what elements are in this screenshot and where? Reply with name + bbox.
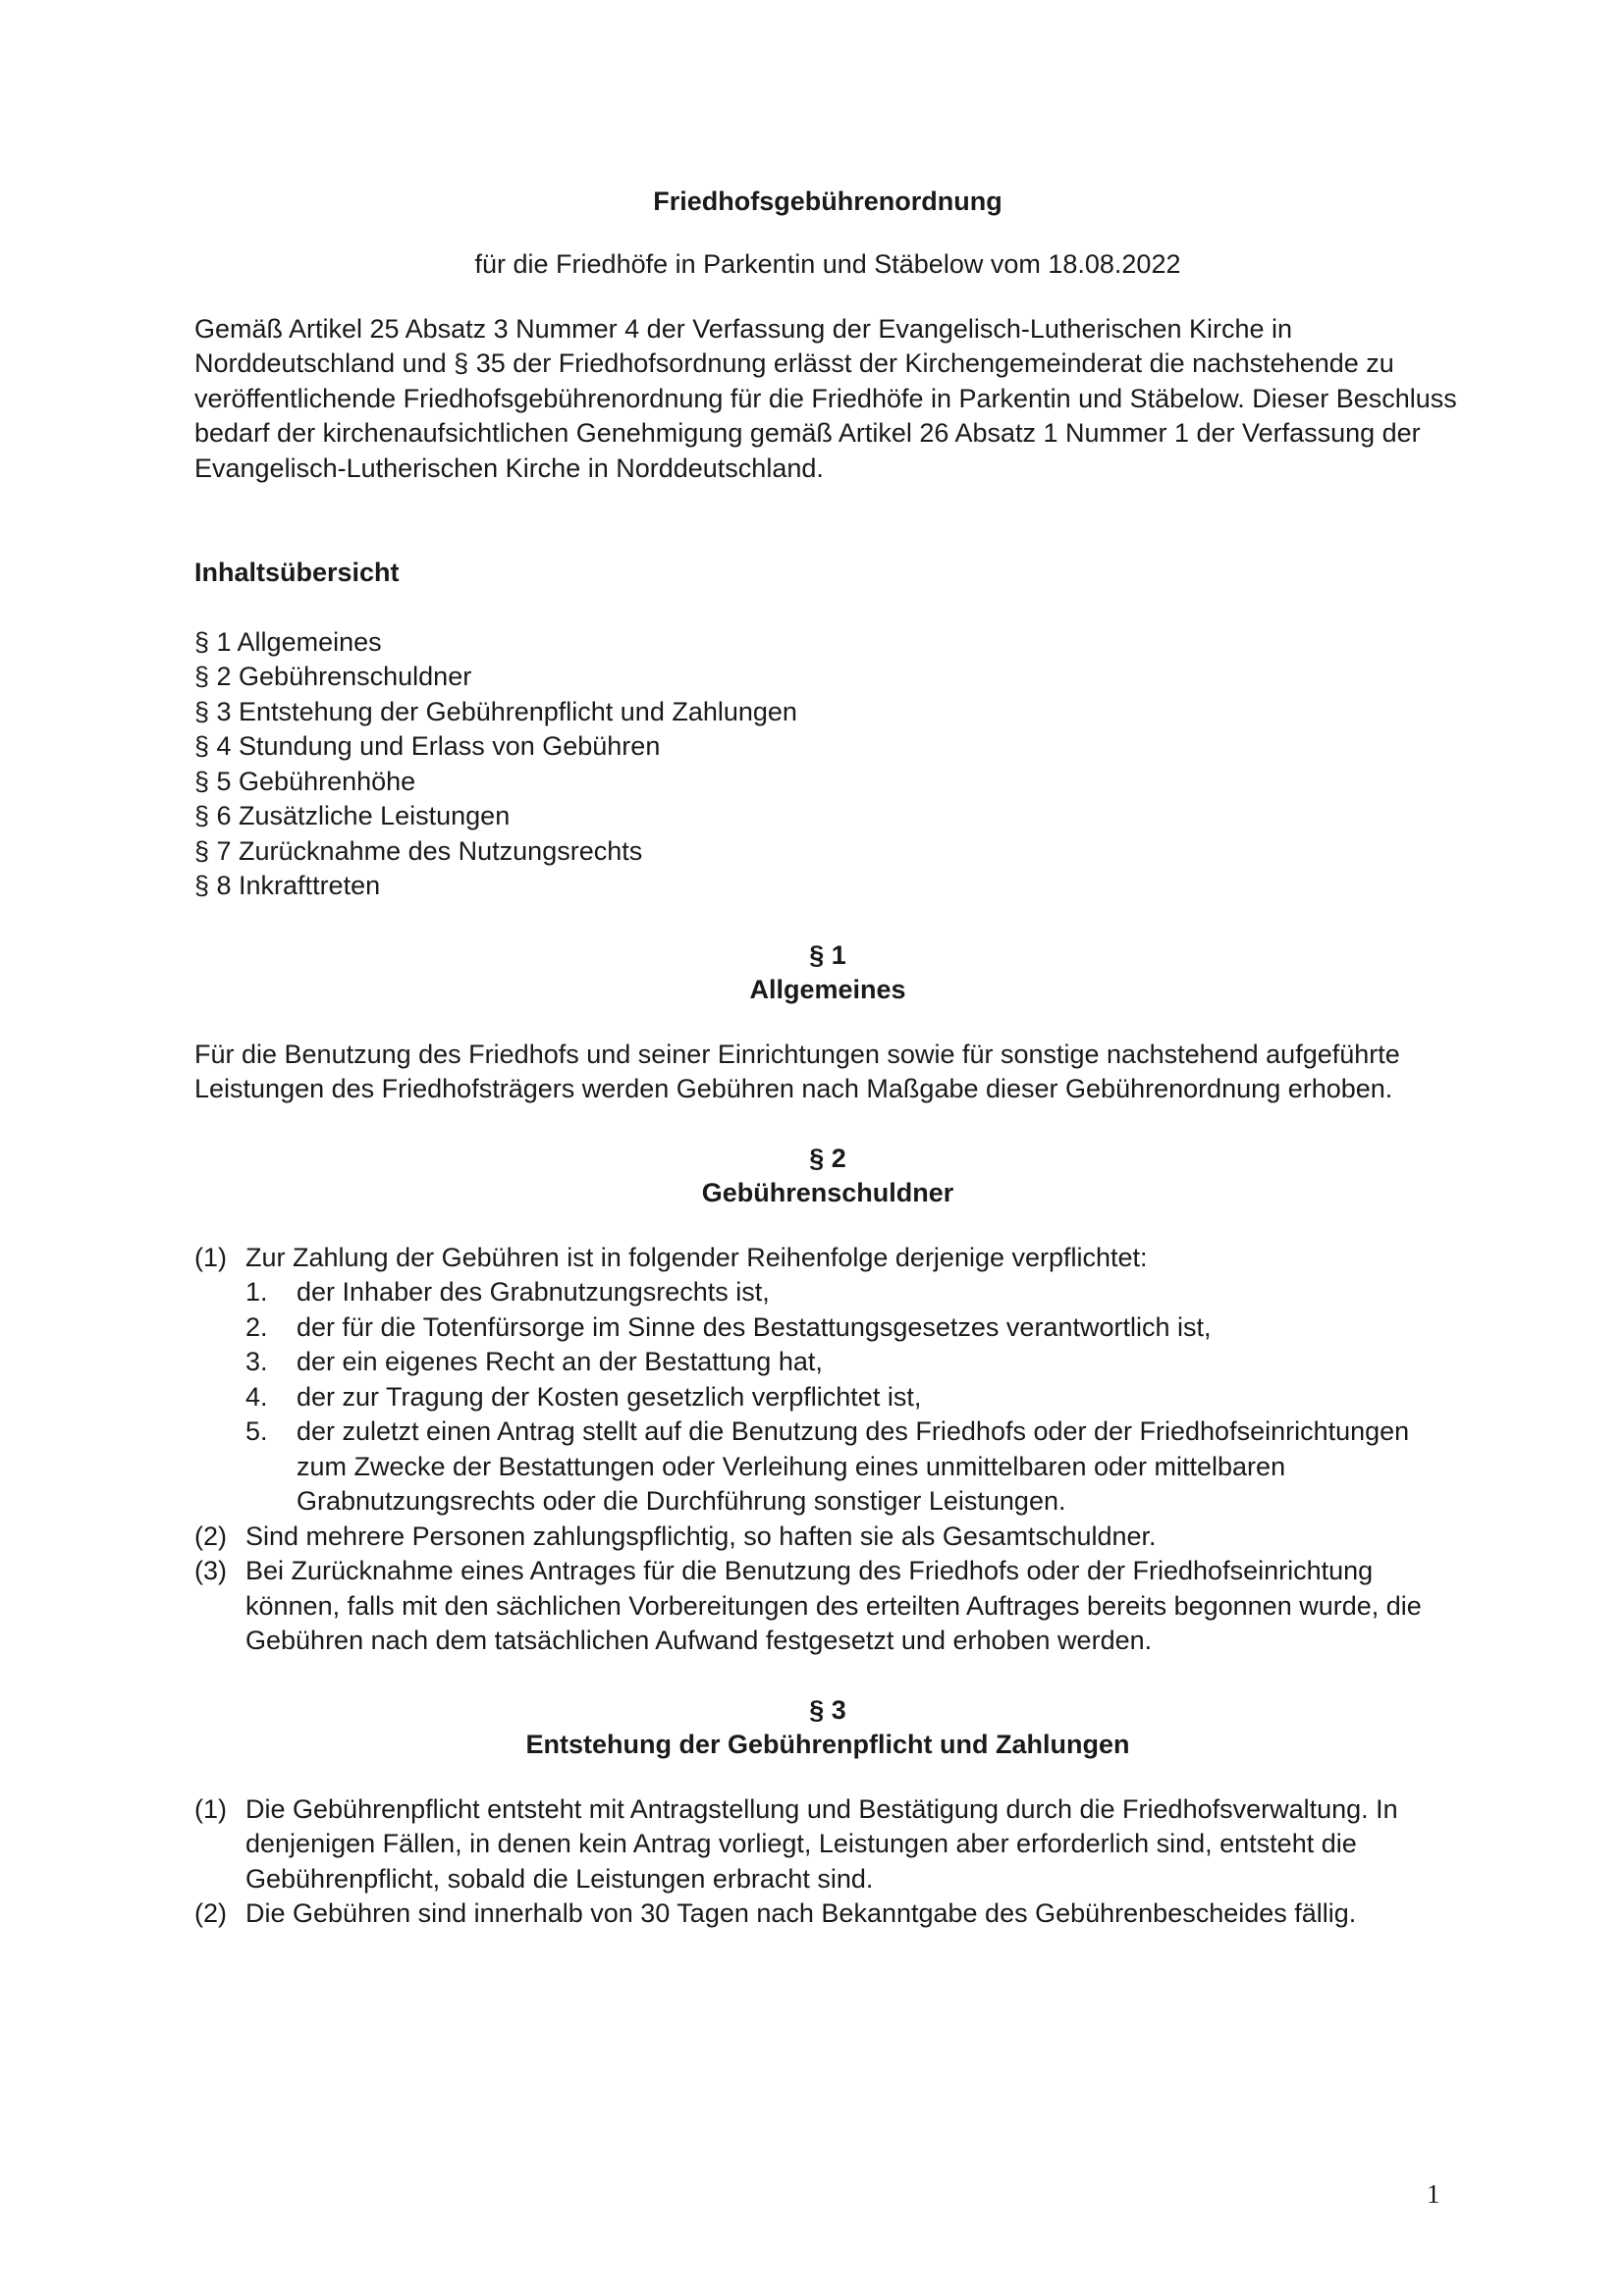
list-item-number: 4.: [245, 1381, 268, 1412]
paragraph-number: (1): [194, 1793, 227, 1824]
table-of-contents: [194, 625, 1461, 904]
section-1: [194, 938, 1461, 1107]
section-body: Für die Benutzung des Friedhofs und seiner Einrichtungen sowie für sonstige nachstehend aufgeführte Leistungen des Friedhofsträgers werden Gebühren nach Maßgabe dieser Gebührenordnung erhoben.: [194, 1039, 1400, 1103]
list-item-text: der für die Totenfürsorge im Sinne des Bestattungsgesetzes verantwortlich ist,: [297, 1311, 1212, 1342]
list-item: [245, 1310, 1461, 1346]
toc-item: § 7 Zurücknahme des Nutzungsrechts: [194, 835, 643, 866]
list-item-text: der zuletzt einen Antrag stellt auf die Benutzung des Friedhofs oder der Friedhofseinrichtungen zum Zwecke der Bestattungen oder Verleihung eines unmittelbaren oder mittelbaren Grabnutzungsrechts oder die Durchführung sonstiger Leistungen.: [297, 1416, 1410, 1516]
paragraph-text: Die Gebühren sind innerhalb von 30 Tagen nach Bekanntgabe des Gebührenbescheides fällig.: [245, 1898, 1357, 1928]
paragraph-text: Die Gebührenpflicht entsteht mit Antragstellung und Bestätigung durch die Friedhofsverwaltung. In denjenigen Fällen, in denen kein Antrag vorliegt, Leistungen aber erforderlich sind, entsteht die Gebührenpflicht, sobald die Leistungen erbracht sind.: [245, 1793, 1398, 1894]
page-number: 1: [1427, 2179, 1440, 2209]
section-3: [194, 1693, 1461, 1932]
toc-item: § 2 Gebührenschuldner: [194, 662, 472, 691]
paragraph-number: (2): [194, 1521, 227, 1551]
paragraph-number: (2): [194, 1898, 227, 1928]
enumerated-list: [245, 1275, 1461, 1520]
list-item-text: der zur Tragung der Kosten gesetzlich verpflichtet ist,: [297, 1381, 922, 1412]
list-item-text: der Inhaber des Grabnutzungsrechts ist,: [297, 1277, 770, 1307]
paragraph: [194, 1520, 1461, 1555]
section-number: § 2: [809, 1143, 846, 1173]
section-number: § 3: [809, 1694, 846, 1725]
paragraph-number: (3): [194, 1556, 227, 1585]
intro-paragraph: Gemäß Artikel 25 Absatz 3 Nummer 4 der Verfassung der Evangelisch-Lutherischen Kirche in Norddeutschland und § 35 der Friedhofsordnung erlässt der Kirchengemeinderat die nachstehende zu veröffentlichende Friedhofsgebührenordnung für die Friedhöfe in Parkentin und Stäbelow. Dieser Beschluss bedarf der kirchenaufsichtlichen Genehmigung gemäß Artikel 26 Absatz 1 Nummer 1 der Verfassung der Evangelisch-Lutherischen Kirche in Norddeutschland.: [194, 313, 1457, 483]
section-title: Allgemeines: [749, 975, 906, 1004]
list-item-text: der ein eigenes Recht an der Bestattung hat,: [297, 1347, 823, 1376]
list-item: [245, 1345, 1461, 1380]
paragraph-number: (1): [194, 1242, 227, 1272]
list-item-number: 2.: [245, 1311, 268, 1342]
toc-item: § 1 Allgemeines: [194, 626, 382, 657]
document-title: Friedhofsgebührenordnung: [653, 187, 1002, 216]
paragraph: [194, 1554, 1461, 1659]
toc-heading: Inhaltsübersicht: [194, 558, 400, 587]
paragraph: [194, 1241, 1461, 1520]
paragraph-text: Zur Zahlung der Gebühren ist in folgender Reihenfolge derjenige verpflichtet:: [245, 1242, 1148, 1272]
section-2: [194, 1142, 1461, 1659]
list-item-number: 5.: [245, 1416, 268, 1446]
toc-item: § 4 Stundung und Erlass von Gebühren: [194, 731, 661, 761]
list-item: [245, 1415, 1461, 1520]
paragraph-text: Bei Zurücknahme eines Antrages für die Benutzung des Friedhofs oder der Friedhofseinrichtung können, falls mit den sächlichen Vorbereitungen des erteilten Auftrages bereits begonnen wurde, die Gebühren nach dem tatsächlichen Aufwand festgesetzt und erhoben werden.: [245, 1556, 1422, 1655]
toc-item: § 6 Zusätzliche Leistungen: [194, 801, 511, 830]
paragraph: [194, 1792, 1461, 1897]
section-title: Entstehung der Gebührenpflicht und Zahlungen: [525, 1730, 1130, 1759]
paragraph-content: [245, 1241, 1461, 1520]
list-item-number: 3.: [245, 1347, 268, 1376]
document-page: [194, 185, 1461, 1932]
toc-item: § 8 Inkrafttreten: [194, 871, 381, 900]
toc-item: § 5 Gebührenhöhe: [194, 766, 416, 796]
list-item: [245, 1380, 1461, 1415]
document-subtitle: für die Friedhöfe in Parkentin und Stäbelow vom 18.08.2022: [474, 249, 1181, 279]
paragraph-text: Sind mehrere Personen zahlungspflichtig, so haften sie als Gesamtschuldner.: [245, 1521, 1157, 1551]
section-title: Gebührenschuldner: [701, 1178, 954, 1207]
list-item-number: 1.: [245, 1277, 268, 1307]
toc-item: § 3 Entstehung der Gebührenpflicht und Zahlungen: [194, 696, 797, 726]
list-item: [245, 1275, 1461, 1310]
paragraph: [194, 1896, 1461, 1932]
section-number: § 1: [809, 939, 846, 970]
